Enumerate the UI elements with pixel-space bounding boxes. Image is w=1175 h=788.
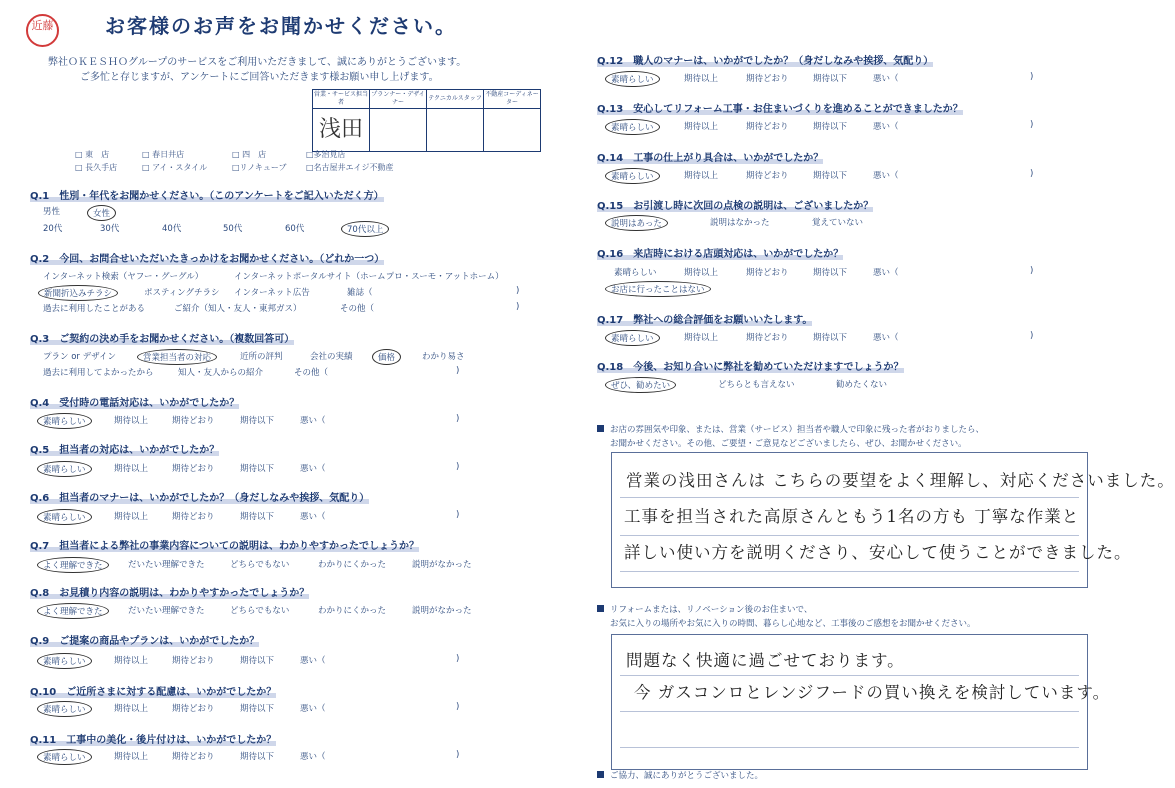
rating-expected[interactable]: 期待どおり [746, 122, 789, 132]
staff-header-sales: 営業・サービス担当者 [313, 90, 370, 109]
rating-bad[interactable]: 悪い（ [873, 333, 899, 343]
rating-bad[interactable]: 悪い（ [300, 752, 326, 762]
option-20s[interactable]: 20代 [43, 224, 63, 234]
rating-above[interactable]: 期待以上 [114, 656, 149, 666]
bullet-square-icon [597, 425, 604, 432]
rating-expected[interactable]: 期待どおり [746, 74, 789, 84]
rating-below[interactable]: 期待以下 [813, 74, 848, 84]
option-60s[interactable]: 60代 [285, 224, 305, 234]
rating-bad[interactable]: 悪い（ [300, 704, 326, 714]
comment-box-1[interactable] [611, 452, 1175, 588]
staff-table [312, 89, 541, 152]
rating-below[interactable]: 期待以下 [240, 512, 275, 522]
rating-bad[interactable]: 悪い（ [300, 464, 326, 474]
rating-excellent-selected[interactable]: 素晴らしい [37, 413, 92, 429]
page-title: お客様のお声をお聞かせください。 [105, 14, 457, 38]
option-sales-response-selected[interactable]: 営業担当者の対応 [137, 349, 217, 365]
rating-bad[interactable]: 悪い（ [873, 268, 899, 278]
paren-close: ) [1030, 331, 1034, 341]
rating-above[interactable]: 期待以上 [684, 74, 719, 84]
store-checkbox[interactable]: □名古屋井エイジ不動産 [306, 163, 394, 172]
option-70s-selected[interactable]: 70代以上 [341, 221, 389, 237]
explain-mostly[interactable]: だいたい理解できた [128, 560, 205, 570]
handwritten-line: 問題なく快適に過ごせております。 [626, 651, 905, 670]
rating-expected[interactable]: 期待どおり [746, 333, 789, 343]
rating-above[interactable]: 期待以上 [114, 464, 149, 474]
never-visited-selected[interactable]: お店に行ったことはない [605, 281, 711, 297]
store-checkbox[interactable]: □ アイ・スタイル [142, 163, 208, 172]
rating-expected[interactable]: 期待どおり [172, 704, 215, 714]
intro-line-2: ご多忙と存じますが、アンケートにご回答いただきます様お願い申し上げます。 [80, 72, 439, 83]
rating-above[interactable]: 期待以上 [114, 416, 149, 426]
option-flyer-selected[interactable]: 新聞折込みチラシ [38, 285, 118, 301]
staff-header-realestate: 不動産コーディネーター [484, 90, 541, 109]
store-checkbox[interactable]: □ 春日井店 [142, 150, 185, 159]
recommend-neutral[interactable]: どちらとも言えない [718, 380, 795, 390]
bullet-square-icon [597, 605, 604, 612]
explained-no[interactable]: 説明はなかった [710, 218, 770, 228]
rating-expected[interactable]: 期待どおり [172, 752, 215, 762]
handwritten-line: 今 ガスコンロとレンジフードの買い換えを検討しています。 [634, 683, 1111, 702]
store-checkbox[interactable]: □ 東 店 [75, 150, 110, 159]
rating-above[interactable]: 期待以上 [114, 512, 149, 522]
rating-bad[interactable]: 悪い（ [300, 512, 326, 522]
explain-neutral[interactable]: どちらでもない [230, 606, 290, 616]
store-checkbox[interactable]: □多治見店 [306, 150, 346, 159]
option-referral[interactable]: ご紹介（知人・友人・東邦ガス） [174, 304, 302, 314]
footer-thanks: ご協力、誠にありがとうございました。 [597, 769, 763, 783]
rating-expected[interactable]: 期待どおり [172, 512, 215, 522]
paren-close: ) [1030, 169, 1034, 179]
rating-excellent-selected[interactable]: 素晴らしい [37, 509, 92, 525]
staff-planner-cell[interactable] [370, 109, 427, 152]
paren-close: ) [456, 750, 460, 760]
paren-close: ) [456, 462, 460, 472]
rating-below[interactable]: 期待以下 [813, 122, 848, 132]
bullet-square-icon [597, 771, 604, 778]
rating-excellent-selected[interactable]: 素晴らしい [605, 168, 660, 184]
recommend-yes-selected[interactable]: ぜひ、勧めたい [605, 377, 676, 393]
staff-sales-signature[interactable]: 浅田 [313, 109, 370, 152]
question-13: Q.13 安心してリフォーム工事・お住まいづくりを進めることができましたか？ [597, 104, 963, 115]
rating-above[interactable]: 期待以上 [114, 752, 149, 762]
rating-bad[interactable]: 悪い（ [873, 122, 899, 132]
rating-excellent-selected[interactable]: 素晴らしい [37, 461, 92, 477]
handwritten-line: 営業の浅田さんは こちらの要望をよく理解し、対応くださいました。 [626, 471, 1175, 490]
paren-close: ) [456, 366, 460, 376]
option-posting-flyer[interactable]: ポスティングチラシ [144, 288, 220, 298]
paren-close: ) [456, 654, 460, 664]
option-50s[interactable]: 50代 [223, 224, 243, 234]
question-14: Q.14 工事の仕上がり具合は、いかがでしたか？ [597, 153, 824, 164]
handwritten-line: 詳しい使い方を説明くださり、安心して使うことができました。 [624, 543, 1132, 562]
paren-close: ) [456, 510, 460, 520]
question-3: Q.3 ご契約の決め手をお聞かせください。（複数回答可） [30, 334, 295, 345]
staff-header-planner: プランナー・デザイナー [370, 90, 427, 109]
question-4: Q.4 受付時の電話対応は、いかがでしたか？ [30, 398, 240, 409]
store-checkbox[interactable]: □ 四 店 [232, 150, 267, 159]
question-9: Q.9 ご提案の商品やプランは、いかがでしたか？ [30, 636, 260, 647]
option-other[interactable]: その他（ [340, 304, 375, 314]
rating-above[interactable]: 期待以上 [684, 268, 719, 278]
rating-excellent-selected[interactable]: 素晴らしい [605, 71, 660, 87]
question-16: Q.16 来店時における店頭対応は、いかがでしたか？ [597, 249, 844, 260]
option-internet-ad[interactable]: インターネット広告 [234, 288, 310, 298]
question-18: Q.18 今後、お知り合いに弊社を勧めていただけますでしょうか？ [597, 362, 904, 373]
rating-bad[interactable]: 悪い（ [873, 74, 899, 84]
rating-expected[interactable]: 期待どおり [746, 171, 789, 181]
rating-excellent[interactable]: 素晴らしい [614, 268, 657, 278]
rating-below[interactable]: 期待以下 [813, 171, 848, 181]
rating-excellent-selected[interactable]: 素晴らしい [37, 653, 92, 669]
rating-expected[interactable]: 期待どおり [172, 656, 215, 666]
explain-unclear[interactable]: わかりにくかった [318, 606, 387, 616]
rating-below[interactable]: 期待以下 [813, 333, 848, 343]
rating-excellent-selected[interactable]: 素晴らしい [37, 749, 92, 765]
option-30s[interactable]: 30代 [100, 224, 120, 234]
rating-above[interactable]: 期待以上 [684, 171, 719, 181]
question-6: Q.6 担当者のマナーは、いかがでしたか？（身だしなみや挨拶、気配り） [30, 493, 370, 504]
option-male[interactable]: 男性 [43, 207, 61, 217]
rating-expected[interactable]: 期待どおり [172, 464, 215, 474]
question-7: Q.7 担当者による弊社の事業内容についての説明は、わかりやすかったでしょうか？ [30, 541, 420, 552]
explain-none[interactable]: 説明がなかった [412, 560, 472, 570]
question-2: Q.2 今回、お問合せいただいたきっかけをお聞かせください。（どれか一つ） [30, 254, 385, 265]
option-portal-site[interactable]: インターネットポータルサイト（ホームプロ・スーモ・アットホーム） [234, 272, 504, 282]
comment-box-2[interactable] [611, 634, 1111, 770]
rating-above[interactable]: 期待以上 [114, 704, 149, 714]
paren-close: ) [456, 414, 460, 424]
question-15: Q.15 お引渡し時に次回の点検の説明は、ございましたか？ [597, 201, 874, 212]
option-magazine[interactable]: 雑誌（ [347, 288, 373, 298]
seal-stamp: 近藤 [26, 14, 59, 47]
option-female-selected[interactable]: 女性 [87, 205, 116, 221]
question-17: Q.17 弊社への総合評価をお願いいたします。 [597, 315, 813, 326]
store-checkbox[interactable]: □リノキューブ [232, 163, 287, 172]
explain-understood-selected[interactable]: よく理解できた [37, 603, 109, 619]
question-11: Q.11 工事中の美化・後片付けは、いかがでしたか？ [30, 735, 277, 746]
option-clarity[interactable]: わかり易さ [422, 352, 465, 362]
paren-close: ) [1030, 72, 1034, 82]
explain-mostly[interactable]: だいたい理解できた [128, 606, 205, 616]
recommend-no[interactable]: 勧めたくない [836, 380, 888, 390]
option-good-before[interactable]: 過去に利用してよかったから [43, 368, 154, 378]
paren-close: ) [456, 702, 460, 712]
explain-unclear[interactable]: わかりにくかった [318, 560, 387, 570]
paren-close: ) [1030, 266, 1034, 276]
rating-below[interactable]: 期待以下 [240, 656, 275, 666]
rating-below[interactable]: 期待以下 [240, 704, 275, 714]
rating-excellent-selected[interactable]: 素晴らしい [605, 330, 660, 346]
explain-understood-selected[interactable]: よく理解できた [37, 557, 109, 573]
rating-below[interactable]: 期待以下 [813, 268, 848, 278]
not-remember[interactable]: 覚えていない [812, 218, 864, 228]
explained-yes-selected[interactable]: 説明はあった [605, 215, 668, 231]
store-checkbox[interactable]: □ 長久手店 [75, 163, 118, 172]
rating-expected[interactable]: 期待どおり [746, 268, 789, 278]
rating-above[interactable]: 期待以上 [684, 333, 719, 343]
option-price-selected[interactable]: 価格 [372, 349, 401, 365]
option-friend-referral[interactable]: 知人・友人からの紹介 [178, 368, 264, 378]
option-40s[interactable]: 40代 [162, 224, 182, 234]
rating-below[interactable]: 期待以下 [240, 416, 275, 426]
rating-expected[interactable]: 期待どおり [172, 416, 215, 426]
question-1: Q.1 性別・年代をお聞かせください。（このアンケートをご記入いただく方） [30, 191, 384, 202]
question-5: Q.5 担当者の対応は、いかがでしたか？ [30, 445, 220, 456]
option-other[interactable]: その他（ [294, 368, 329, 378]
paren-close: ) [516, 302, 520, 312]
comment-prompt-2: リフォームまたは、リノベーション後のお住まいで、 お気に入りの場所やお気に入りの時間、暮らし心地など、工事後のご感想をお聞かせください。 [597, 603, 976, 631]
staff-technical-cell[interactable] [427, 109, 484, 152]
rating-bad[interactable]: 悪い（ [300, 416, 326, 426]
question-12: Q.12 職人のマナーは、いかがでしたか？（身だしなみや挨拶、気配り） [597, 56, 934, 67]
paren-close: ) [1030, 120, 1034, 130]
rating-bad[interactable]: 悪い（ [300, 656, 326, 666]
rating-excellent-selected[interactable]: 素晴らしい [605, 119, 660, 135]
option-track-record[interactable]: 会社の実績 [310, 352, 353, 362]
rating-below[interactable]: 期待以下 [240, 464, 275, 474]
comment-prompt-1: お店の雰囲気や印象、または、営業（サービス）担当者や職人で印象に残った者がおりましたら、 お聞かせください。その他、ご要望・ご意見などございましたら、ぜひ、お聞かせください。 [597, 423, 984, 451]
rating-above[interactable]: 期待以上 [684, 122, 719, 132]
rating-bad[interactable]: 悪い（ [873, 171, 899, 181]
option-internet-search[interactable]: インターネット検索（ヤフー・グーグル） [43, 272, 204, 282]
intro-line-1: 弊社ＯＫＥＳＨＯグループのサービスをご利用いただきまして、誠にありがとうございます。 [48, 57, 467, 68]
option-reputation[interactable]: 近所の評判 [240, 352, 283, 362]
question-10: Q.10 ご近所さまに対する配慮は、いかがでしたか？ [30, 687, 277, 698]
handwritten-line: 工事を担当された高原さんともう1名の方も 丁寧な作業と [624, 507, 1080, 526]
question-8: Q.8 お見積り内容の説明は、わかりやすかったでしょうか？ [30, 588, 310, 599]
explain-none[interactable]: 説明がなかった [412, 606, 472, 616]
staff-realestate-cell[interactable] [484, 109, 541, 152]
paren-close: ) [516, 286, 520, 296]
option-used-before[interactable]: 過去に利用したことがある [43, 304, 146, 314]
explain-neutral[interactable]: どちらでもない [230, 560, 290, 570]
staff-header-technical: テクニカルスタッフ [427, 90, 484, 109]
rating-excellent-selected[interactable]: 素晴らしい [37, 701, 92, 717]
option-plan-design[interactable]: プラン or デザイン [43, 352, 117, 362]
rating-below[interactable]: 期待以下 [240, 752, 275, 762]
